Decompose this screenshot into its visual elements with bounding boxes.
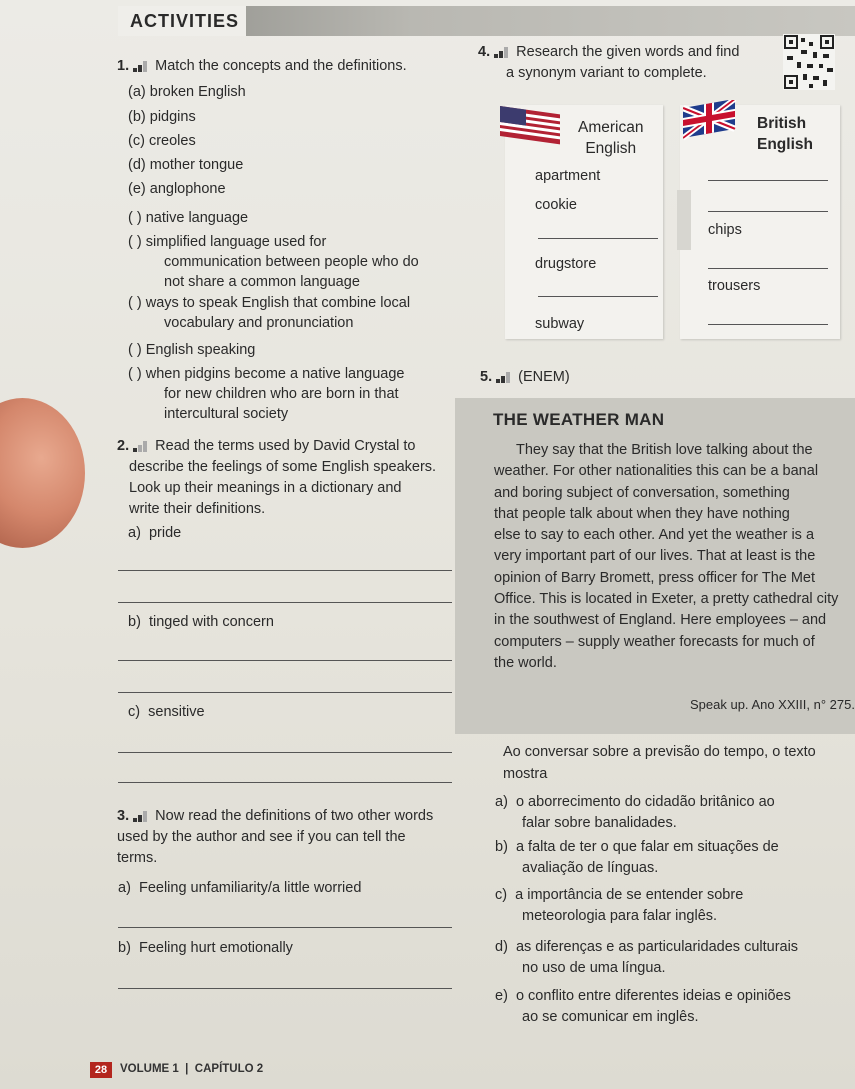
difficulty-bars-icon: [496, 372, 512, 383]
american-word-6: subway: [535, 316, 585, 332]
q1-instruction: Match the concepts and the definitions.: [155, 58, 407, 74]
reading-body: They say that the British love talking about the weather. For other nationalities this can be a banal and boring subject of conversation, something that people talk about when they have nothing else to say to each other. And yet the weather is a very important part of our lives. That at least is the opinion of Barry Bromett, press officer for The Met Office. This is located in Exeter, a pretty cathedral city in the southwest of England. Here employees – and computers – supply weather forecasts for much of the world.: [494, 442, 839, 671]
page-title: ACTIVITIES: [118, 6, 246, 36]
american-blank-2[interactable]: [538, 296, 658, 297]
q2-item-c: c) sensitive: [128, 704, 205, 720]
q2-heading: 2. Read the terms used by David Crystal to describe the feelings of some English speakers. Look up their meanings in a dictionary and write their definitions.: [117, 438, 437, 517]
difficulty-bars-icon: [133, 61, 149, 72]
difficulty-bars-icon: [133, 441, 149, 452]
american-word-4: drugstore: [535, 256, 597, 272]
us-flag-icon: [500, 106, 562, 150]
difficulty-bars-icon: [133, 811, 149, 822]
british-word-5: trousers: [708, 278, 761, 294]
q1-concept-d: (d) mother tongue: [128, 157, 244, 173]
q5-option-e[interactable]: e) o conflito entre diferentes ideias e opiniões ao se comunicar em inglês.: [495, 988, 791, 1025]
reading-title: THE WEATHER MAN: [493, 410, 665, 429]
q1-concept-a: (a) broken English: [128, 84, 246, 100]
q1-heading: [117, 58, 407, 75]
reading-source: Speak up. Ano XXIII, n° 275.: [690, 697, 855, 712]
answer-line[interactable]: [118, 782, 452, 783]
q1-definition-3[interactable]: ( ) ways to speak English that combine local vocabulary and pronunciation: [128, 295, 411, 331]
british-blank-1[interactable]: [708, 180, 828, 181]
british-word-3: chips: [708, 222, 742, 238]
q1-definition-4[interactable]: ( ) English speaking: [128, 342, 256, 358]
american-blank-1[interactable]: [538, 238, 658, 239]
q5-option-a[interactable]: a) o aborrecimento do cidadão britânico ao falar sobre banalidades.: [495, 794, 775, 831]
answer-line[interactable]: [118, 570, 452, 571]
page-number: 28: [90, 1062, 112, 1078]
q1-definition-5[interactable]: ( ) when pidgins become a native language for new children who are born in that intercultural society: [128, 366, 405, 422]
q3-heading: 3. Now read the definitions of two other words used by the author and see if you can tell the terms.: [117, 808, 434, 866]
q3-item-b: b) Feeling hurt emotionally: [118, 940, 293, 956]
q2-item-a: a) pride: [128, 525, 182, 541]
footer-text: VOLUME 1 | CAPÍTULO 2: [120, 1063, 264, 1075]
thumb-shadow: [0, 398, 85, 548]
difficulty-bars-icon: [494, 47, 510, 58]
q1-concept-e: (e) anglophone: [128, 181, 226, 197]
answer-line[interactable]: [118, 602, 452, 603]
q1-definition-1[interactable]: ( ) native language: [128, 210, 249, 226]
answer-line[interactable]: [118, 752, 452, 753]
q3-item-a: a) Feeling unfamiliarity/a little worried: [118, 880, 362, 896]
q5-option-c[interactable]: c) a importância de se entender sobre meteorologia para falar inglês.: [495, 887, 744, 924]
q5-option-b[interactable]: b) a falta de ter o que falar em situações de avaliação de línguas.: [495, 839, 779, 876]
qr-code-icon: [783, 34, 835, 90]
american-word-1: apartment: [535, 168, 601, 184]
q1-concept-c: (c) creoles: [128, 133, 196, 149]
american-header: American English: [578, 119, 644, 157]
british-blank-4[interactable]: [708, 324, 828, 325]
q1-number: 1.: [117, 58, 130, 74]
answer-line[interactable]: [118, 927, 452, 928]
q4-heading: 4. Research the given words and find a synonym variant to complete.: [478, 44, 740, 81]
q2-item-b: b) tinged with concern: [128, 614, 274, 630]
british-header: British English: [757, 115, 813, 153]
british-blank-2[interactable]: [708, 211, 828, 212]
q1-concept-b: (b) pidgins: [128, 109, 196, 125]
answer-line[interactable]: [118, 660, 452, 661]
q5-question: Ao conversar sobre a previsão do tempo, o texto mostra: [503, 744, 816, 782]
q1-definition-2[interactable]: ( ) simplified language used for communication between people who do not share a common language: [128, 234, 419, 290]
uk-flag-icon: [683, 100, 741, 142]
answer-line[interactable]: [118, 988, 452, 989]
answer-line[interactable]: [118, 692, 452, 693]
q5-heading: 5. (ENEM): [480, 369, 570, 385]
american-word-2: cookie: [535, 197, 577, 213]
card-spine: [677, 190, 691, 250]
q5-option-d[interactable]: d) as diferenças e as particularidades culturais no uso de uma língua.: [495, 939, 799, 976]
british-blank-3[interactable]: [708, 268, 828, 269]
